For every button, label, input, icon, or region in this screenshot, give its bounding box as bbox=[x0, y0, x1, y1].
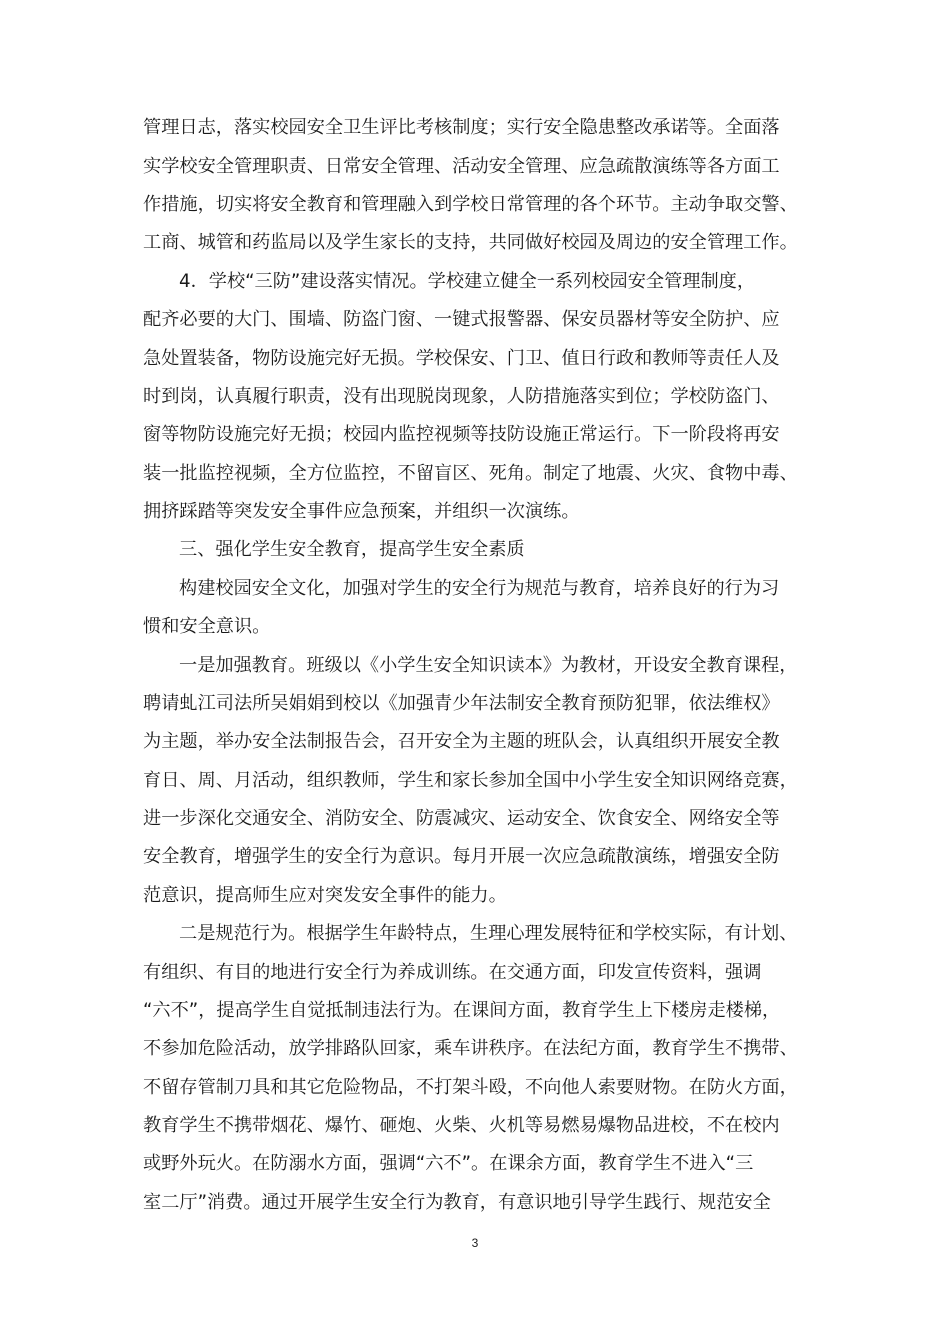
paragraph-line: 作措施，切实将安全教育和管理融入到学校日常管理的各个环节。主动争取交警、 bbox=[143, 194, 798, 215]
paragraph-line: 进一步深化交通安全、消防安全、防震减灾、运动安全、饮食安全、网络安全等 bbox=[143, 808, 780, 829]
paragraph-line: 窗等物防设施完好无损；校园内监控视频等技防设施正常运行。下一阶段将再安 bbox=[143, 424, 780, 445]
paragraph-line: 构建校园安全文化，加强对学生的安全行为规范与教育，培养良好的行为习 bbox=[179, 578, 780, 599]
paragraph-line: 有组织、有目的地进行安全行为养成训练。在交通方面，印发宣传资料，强调 bbox=[143, 962, 762, 983]
paragraph-line: 一是加强教育。班级以《小学生安全知识读本》为教材，开设安全教育课程， bbox=[179, 655, 798, 676]
paragraph-line: 不参加危险活动，放学排路队回家，乘车讲秩序。在法纪方面，教育学生不携带、 bbox=[143, 1038, 798, 1059]
paragraph-line: 教育学生不携带烟花、爆竹、砸炮、火柴、火机等易燃易爆物品进校，不在校内 bbox=[143, 1115, 780, 1136]
paragraph-line: “六不”，提高学生自觉抵制违法行为。在课间方面，教育学生上下楼房走楼梯， bbox=[143, 1000, 781, 1021]
paragraph-line: 装一批监控视频，全方位监控，不留盲区、死角。制定了地震、火灾、食物中毒、 bbox=[143, 463, 798, 484]
paragraph-line: 二是规范行为。根据学生年龄特点，生理心理发展特征和学校实际，有计划、 bbox=[179, 923, 798, 944]
paragraph-line: 惯和安全意识。 bbox=[143, 616, 271, 637]
paragraph-line: 管理日志，落实校园安全卫生评比考核制度；实行安全隐患整改承诺等。全面落 bbox=[143, 117, 780, 138]
paragraph-line: 急处置装备，物防设施完好无损。学校保安、门卫、值日行政和教师等责任人及 bbox=[143, 348, 780, 369]
paragraph-line: 时到岗，认真履行职责，没有出现脱岗现象，人防措施落实到位；学校防盗门、 bbox=[143, 386, 780, 407]
paragraph-line: 不留存管制刀具和其它危险物品，不打架斗殴，不向他人索要财物。在防火方面， bbox=[143, 1077, 798, 1098]
paragraph-line: 范意识，提高师生应对突发安全事件的能力。 bbox=[143, 885, 507, 906]
section-heading: 三、强化学生安全教育，提高学生安全素质 bbox=[179, 539, 525, 560]
paragraph-line: 实学校安全管理职责、日常安全管理、活动安全管理、应急疏散演练等各方面工 bbox=[143, 156, 780, 177]
page-number: 3 bbox=[471, 1236, 479, 1250]
paragraph-line: 安全教育，增强学生的安全行为意识。每月开展一次应急疏散演练，增强安全防 bbox=[143, 846, 780, 867]
paragraph-line: 工商、城管和药监局以及学生家长的支持，共同做好校园及周边的安全管理工作。 bbox=[143, 232, 798, 253]
paragraph-line: 拥挤踩踏等突发安全事件应急预案，并组织一次演练。 bbox=[143, 501, 580, 522]
paragraph-line: 或野外玩火。在防溺水方面，强调“六不”。在课余方面，教育学生不进入“三 bbox=[143, 1153, 754, 1174]
paragraph-line: 聘请虬江司法所吴娟娟到校以《加强青少年法制安全教育预防犯罪，依法维权》 bbox=[143, 693, 780, 714]
paragraph-line: 室二厅”消费。通过开展学生安全行为教育，有意识地引导学生践行、规范安全 bbox=[143, 1192, 771, 1213]
paragraph-line: 育日、周、月活动，组织教师，学生和家长参加全国中小学生安全知识网络竞赛， bbox=[143, 770, 798, 791]
paragraph-line: 4．学校“三防”建设落实情况。学校建立健全一系列校园安全管理制度， bbox=[179, 271, 756, 292]
paragraph-line: 为主题，举办安全法制报告会，召开安全为主题的班队会，认真组织开展安全教 bbox=[143, 731, 780, 752]
paragraph-line: 配齐必要的大门、围墙、防盗门窗、一键式报警器、保安员器材等安全防护、应 bbox=[143, 309, 780, 330]
